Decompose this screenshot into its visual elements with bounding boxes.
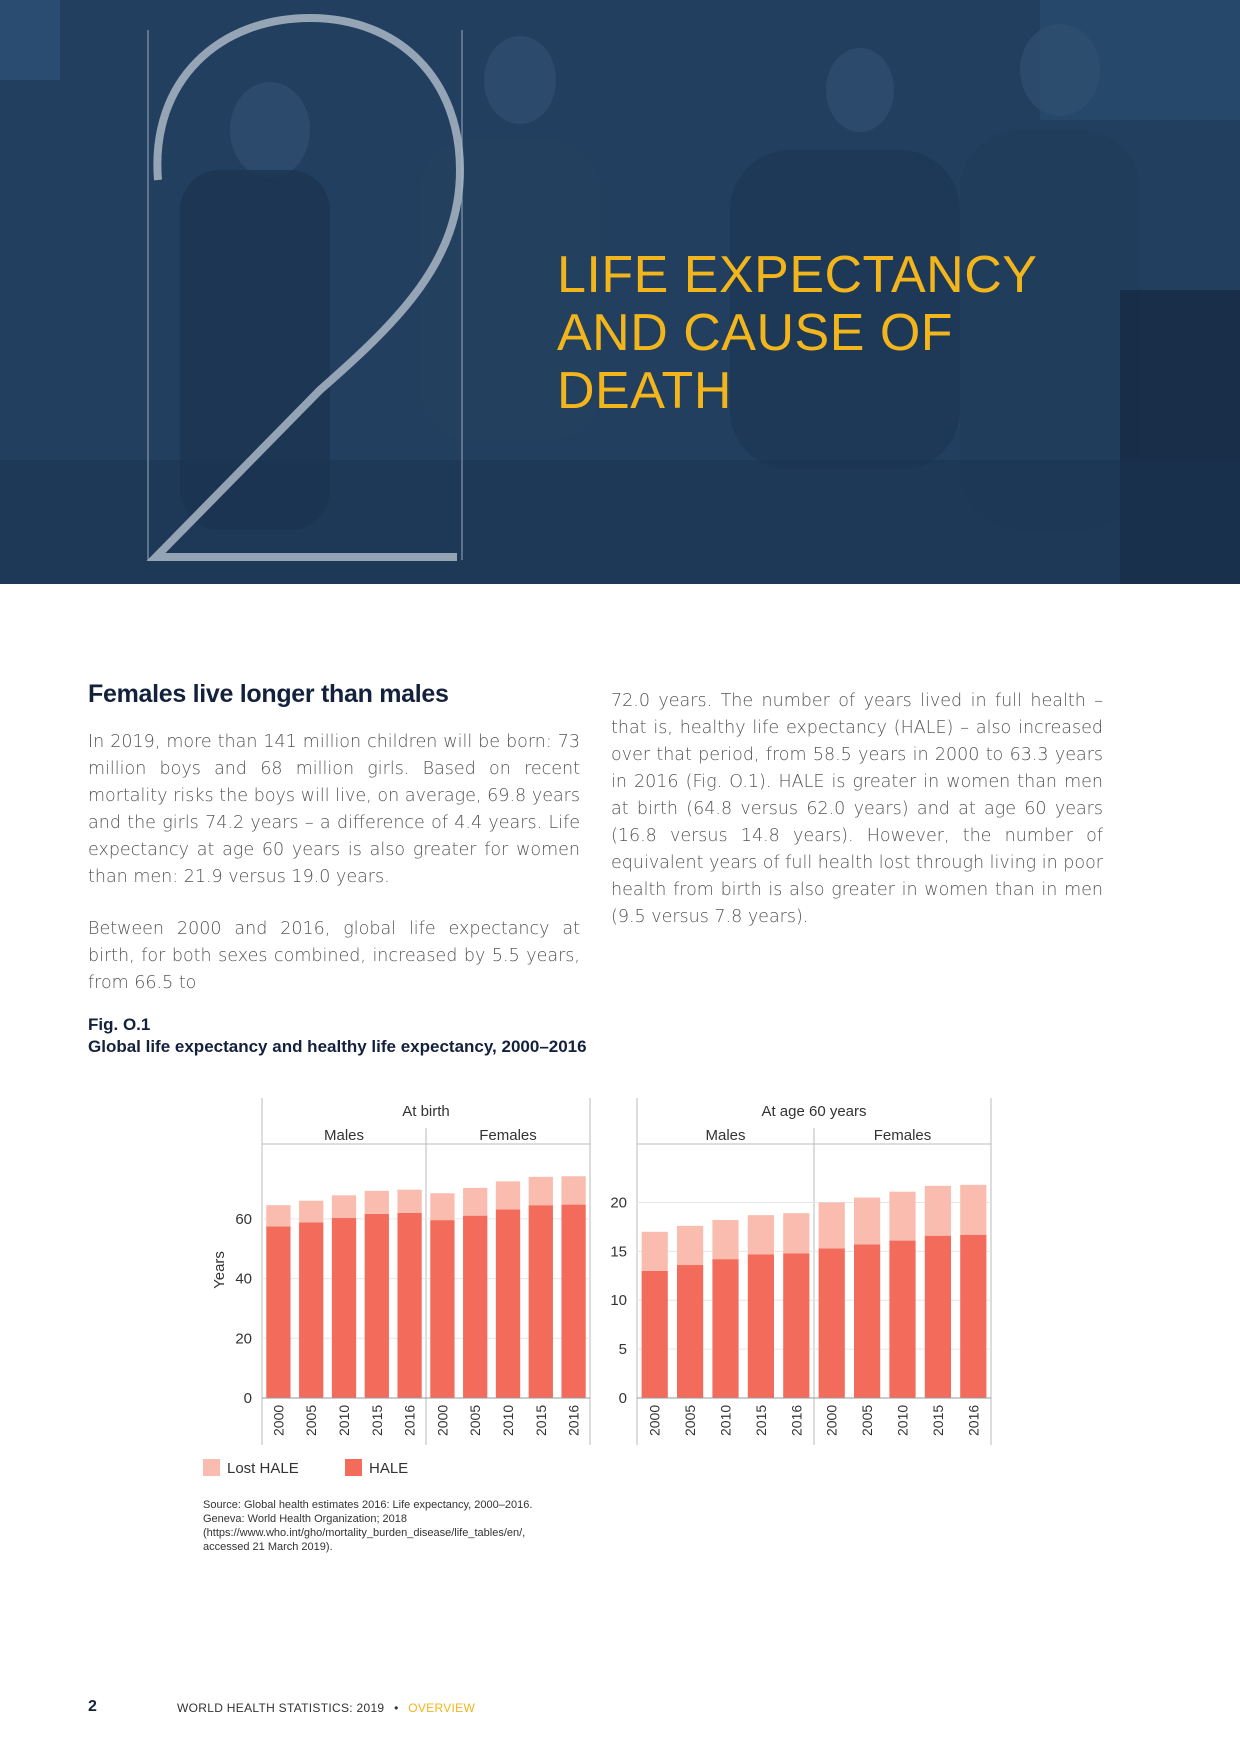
bar-hale bbox=[299, 1223, 323, 1398]
x-tick-label: 2015 bbox=[368, 1404, 385, 1436]
paragraph: 72.0 years. The number of years lived in full health – that is, healthy life expectancy (HALE) – also increased over that period, from 58.5 years in 2000 to 63.3 years in 2016 (Fig. O.1). HALE is greater in women than men at birth (64.8 versus 62.0 years) and at age 60 years (16.8 versus 14.8 years). However, the number of equivalent years of full health lost through living in poor health from birth is also greater in women than in men (9.5 versus 7.8 years). bbox=[611, 691, 1103, 927]
panel-title: At age 60 years bbox=[761, 1103, 867, 1120]
group-label: Females bbox=[873, 1127, 932, 1144]
group-label: Males bbox=[323, 1127, 365, 1144]
y-tick-label: 40 bbox=[235, 1270, 252, 1288]
bar-hale bbox=[748, 1254, 774, 1398]
y-tick-label: 0 bbox=[243, 1390, 252, 1407]
publication-title: WORLD HEALTH STATISTICS: 2019 bbox=[177, 1701, 385, 1715]
bar-hale bbox=[819, 1248, 845, 1398]
bar-lost-hale bbox=[430, 1193, 454, 1220]
bar-hale bbox=[561, 1205, 585, 1398]
bar-lost-hale bbox=[299, 1201, 323, 1223]
page-number: 2 bbox=[88, 1698, 97, 1715]
y-tick-label: 60 bbox=[235, 1210, 252, 1228]
y-tick-label: 10 bbox=[610, 1292, 627, 1310]
chapter-title-line: DEATH bbox=[557, 362, 732, 420]
group-label: Females bbox=[479, 1127, 537, 1144]
bar-lost-hale bbox=[561, 1176, 585, 1204]
x-tick-label: 2005 bbox=[467, 1404, 484, 1436]
bar-hale bbox=[496, 1209, 520, 1398]
bar-hale bbox=[960, 1235, 986, 1398]
x-tick-label: 2010 bbox=[894, 1404, 911, 1436]
bar-hale bbox=[266, 1226, 290, 1398]
bar-lost-hale bbox=[266, 1205, 290, 1226]
bar-lost-hale bbox=[783, 1213, 809, 1253]
legend-label: HALE bbox=[369, 1460, 409, 1477]
figure-source: Source: Global health estimates 2016: Life expectancy, 2000–2016. Geneva: World Health Organization; 2018 (https://www.who.int/gho/mortality_burden_disease/life_tables/en/, accessed 21 March 2019). bbox=[203, 1499, 533, 1553]
legend-swatch bbox=[345, 1459, 362, 1476]
bar-hale bbox=[925, 1236, 951, 1398]
x-tick-label: 2000 bbox=[646, 1404, 663, 1436]
x-tick-label: 2016 bbox=[788, 1404, 805, 1436]
bar-hale bbox=[889, 1241, 915, 1398]
legend-label: Lost HALE bbox=[227, 1460, 299, 1477]
y-tick-label: 20 bbox=[610, 1194, 627, 1212]
bar-lost-hale bbox=[889, 1192, 915, 1241]
bar-lost-hale bbox=[748, 1215, 774, 1254]
x-tick-label: 2000 bbox=[434, 1404, 451, 1436]
group-label: Males bbox=[705, 1127, 746, 1144]
x-tick-label: 2005 bbox=[859, 1404, 876, 1436]
bar-hale bbox=[365, 1214, 389, 1398]
x-tick-label: 2010 bbox=[500, 1404, 516, 1436]
x-tick-label: 2015 bbox=[752, 1404, 769, 1436]
x-tick-label: 2016 bbox=[401, 1404, 418, 1436]
bar-hale bbox=[642, 1271, 668, 1398]
bar-lost-hale bbox=[365, 1191, 389, 1214]
chapter-title-line: LIFE EXPECTANCY bbox=[557, 246, 1038, 304]
bar-hale bbox=[463, 1216, 487, 1398]
y-tick-label: 20 bbox=[235, 1330, 252, 1348]
figure-label: Fig. O.1 bbox=[88, 1015, 151, 1034]
x-tick-label: 2010 bbox=[717, 1404, 734, 1436]
bar-lost-hale bbox=[960, 1185, 986, 1235]
bar-hale bbox=[677, 1265, 703, 1398]
bar-lost-hale bbox=[925, 1186, 951, 1236]
bar-lost-hale bbox=[854, 1198, 880, 1245]
y-tick-label: 5 bbox=[618, 1341, 627, 1359]
x-tick-label: 2000 bbox=[270, 1404, 287, 1436]
bar-hale bbox=[712, 1259, 738, 1398]
bar-lost-hale bbox=[496, 1181, 520, 1209]
legend-swatch bbox=[203, 1459, 220, 1476]
bar-lost-hale bbox=[332, 1195, 356, 1218]
x-tick-label: 2000 bbox=[823, 1404, 840, 1436]
publication-name bbox=[177, 1701, 475, 1715]
x-tick-label: 2010 bbox=[336, 1404, 352, 1436]
bar-hale bbox=[854, 1244, 880, 1398]
section-heading: Females live longer than males bbox=[88, 680, 449, 708]
bar-hale bbox=[397, 1213, 421, 1398]
footer-separator: • bbox=[394, 1701, 399, 1715]
y-axis-label: Years bbox=[211, 1251, 228, 1289]
page-footer bbox=[88, 1700, 1148, 1720]
paragraph: Between 2000 and 2016, global life expectancy at birth, for both sexes combined, increased by 5.5 years, from 66.5 to bbox=[88, 919, 580, 993]
bar-hale bbox=[783, 1253, 809, 1398]
bar-hale bbox=[332, 1218, 356, 1398]
y-tick-label: 15 bbox=[610, 1243, 627, 1261]
bar-hale bbox=[529, 1205, 553, 1398]
x-tick-label: 2005 bbox=[682, 1404, 699, 1436]
bar-hale bbox=[430, 1220, 454, 1398]
x-tick-label: 2016 bbox=[965, 1404, 982, 1436]
bar-lost-hale bbox=[397, 1190, 421, 1213]
chapter-title-line: AND CAUSE OF bbox=[557, 304, 954, 362]
footer-section: OVERVIEW bbox=[408, 1701, 476, 1715]
bar-lost-hale bbox=[819, 1202, 845, 1248]
panel-title: At birth bbox=[402, 1103, 450, 1120]
paragraph: In 2019, more than 141 million children will be born: 73 million boys and 68 million girls. Based on recent mortality risks the boys will live, on average, 69.8 years and the girls 74.2 years – a difference of 4.4 years. Life expectancy at age 60 years is also greater for women than men: 21.9 versus 19.0 years. bbox=[88, 732, 580, 887]
x-tick-label: 2015 bbox=[929, 1404, 946, 1436]
bar-lost-hale bbox=[677, 1226, 703, 1265]
bar-lost-hale bbox=[712, 1220, 738, 1259]
x-tick-label: 2015 bbox=[532, 1404, 549, 1436]
bar-lost-hale bbox=[529, 1177, 553, 1205]
figure-title: Global life expectancy and healthy life expectancy, 2000–2016 bbox=[88, 1037, 587, 1056]
x-tick-label: 2016 bbox=[565, 1404, 582, 1436]
y-tick-label: 0 bbox=[618, 1390, 627, 1407]
bar-lost-hale bbox=[463, 1188, 487, 1216]
bar-lost-hale bbox=[642, 1232, 668, 1271]
x-tick-label: 2005 bbox=[303, 1404, 320, 1436]
